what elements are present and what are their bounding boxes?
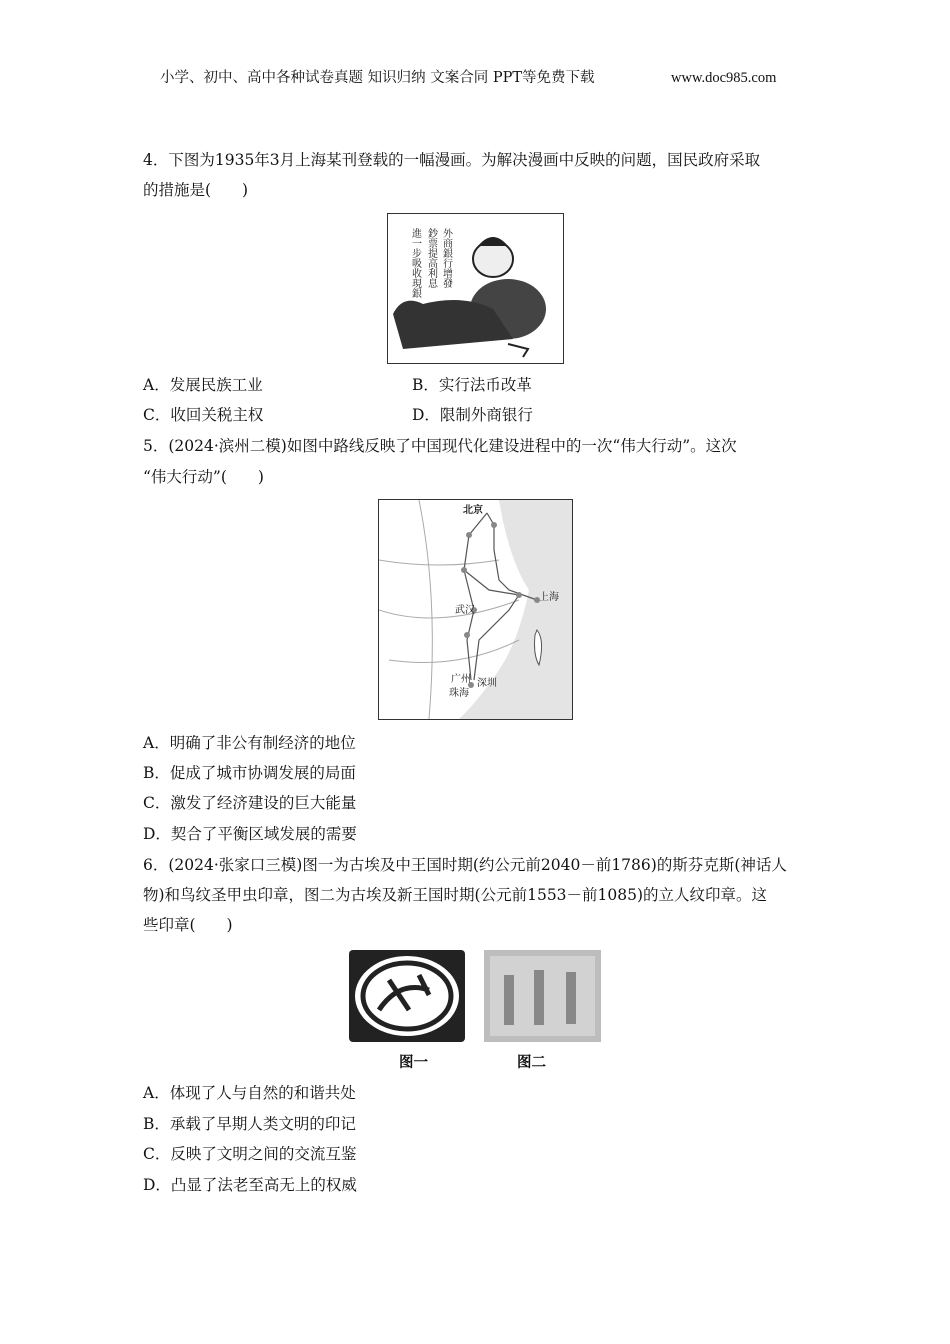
map-label-beijing: 北京 (463, 505, 483, 516)
map-label-shenzhen: 深圳 (477, 678, 497, 689)
map-label-guangzhou: 广州 (451, 674, 471, 685)
q4-option-d: D．限制外商银行 (412, 406, 533, 424)
q4-line: 4．下图为1935年3月上海某刊登载的一幅漫画。为解决漫画中反映的问题，国民政府采取 (143, 151, 761, 169)
q4-option-a: A．发展民族工业 (143, 376, 263, 394)
map-label-shanghai: 上海 (539, 592, 559, 603)
q6-line: 6．(2024·张家口三模)图一为古埃及中王国时期(约公元前2040－前1786)的斯芬克斯(神话人 (143, 856, 787, 874)
q6-line: 物)和鸟纹圣甲虫印章，图二为古埃及新王国时期(公元前1553－前1085)的立人纹印章。这 (143, 886, 768, 904)
q6-option-c: C．反映了文明之间的交流互鉴 (143, 1145, 357, 1163)
q6-option-b: B．承载了早期人类文明的印记 (143, 1115, 356, 1133)
map-label-zhuhai: 珠海 (449, 688, 469, 699)
q5-line: “伟大行动”( ) (143, 468, 264, 486)
cartoon-caption: 進一步吸收現銀 (409, 228, 421, 298)
figure-caption-2: 图二 (517, 1055, 546, 1071)
cartoon-caption: 外商銀行增發 (440, 228, 452, 288)
q6-line: 些印章( ) (143, 916, 233, 934)
q4-option-b: B．实行法币改革 (412, 376, 532, 394)
header-site: www.doc985.com (671, 70, 777, 86)
standing-figure-seal-image (484, 950, 601, 1042)
q5-option-c: C．激发了经济建设的巨大能量 (143, 794, 357, 812)
q5-option-d: D．契合了平衡区域发展的需要 (143, 825, 357, 843)
figure-caption-1: 图一 (399, 1055, 428, 1071)
q5-option-b: B．促成了城市协调发展的局面 (143, 764, 356, 782)
cartoon-caption: 鈔票提高利息 (425, 228, 437, 288)
q6-option-d: D．凸显了法老至高无上的权威 (143, 1176, 357, 1194)
q5-line: 5．(2024·滨州二模)如图中路线反映了中国现代化建设进程中的一次“伟大行动”。这次 (143, 437, 737, 455)
cartoon-image (387, 213, 564, 364)
route-map (378, 499, 573, 720)
scarab-seal-image (349, 950, 465, 1042)
q4-option-c: C．收回关税主权 (143, 406, 264, 424)
q5-option-a: A．明确了非公有制经济的地位 (143, 734, 356, 752)
q4-line: 的措施是( ) (143, 181, 249, 199)
q6-option-a: A．体现了人与自然的和谐共处 (143, 1084, 356, 1102)
map-label-wuhan: 武汉 (455, 605, 475, 616)
header-text: 小学、初中、高中各种试卷真题 知识归纳 文案合同 PPT等免费下载 (160, 70, 595, 86)
